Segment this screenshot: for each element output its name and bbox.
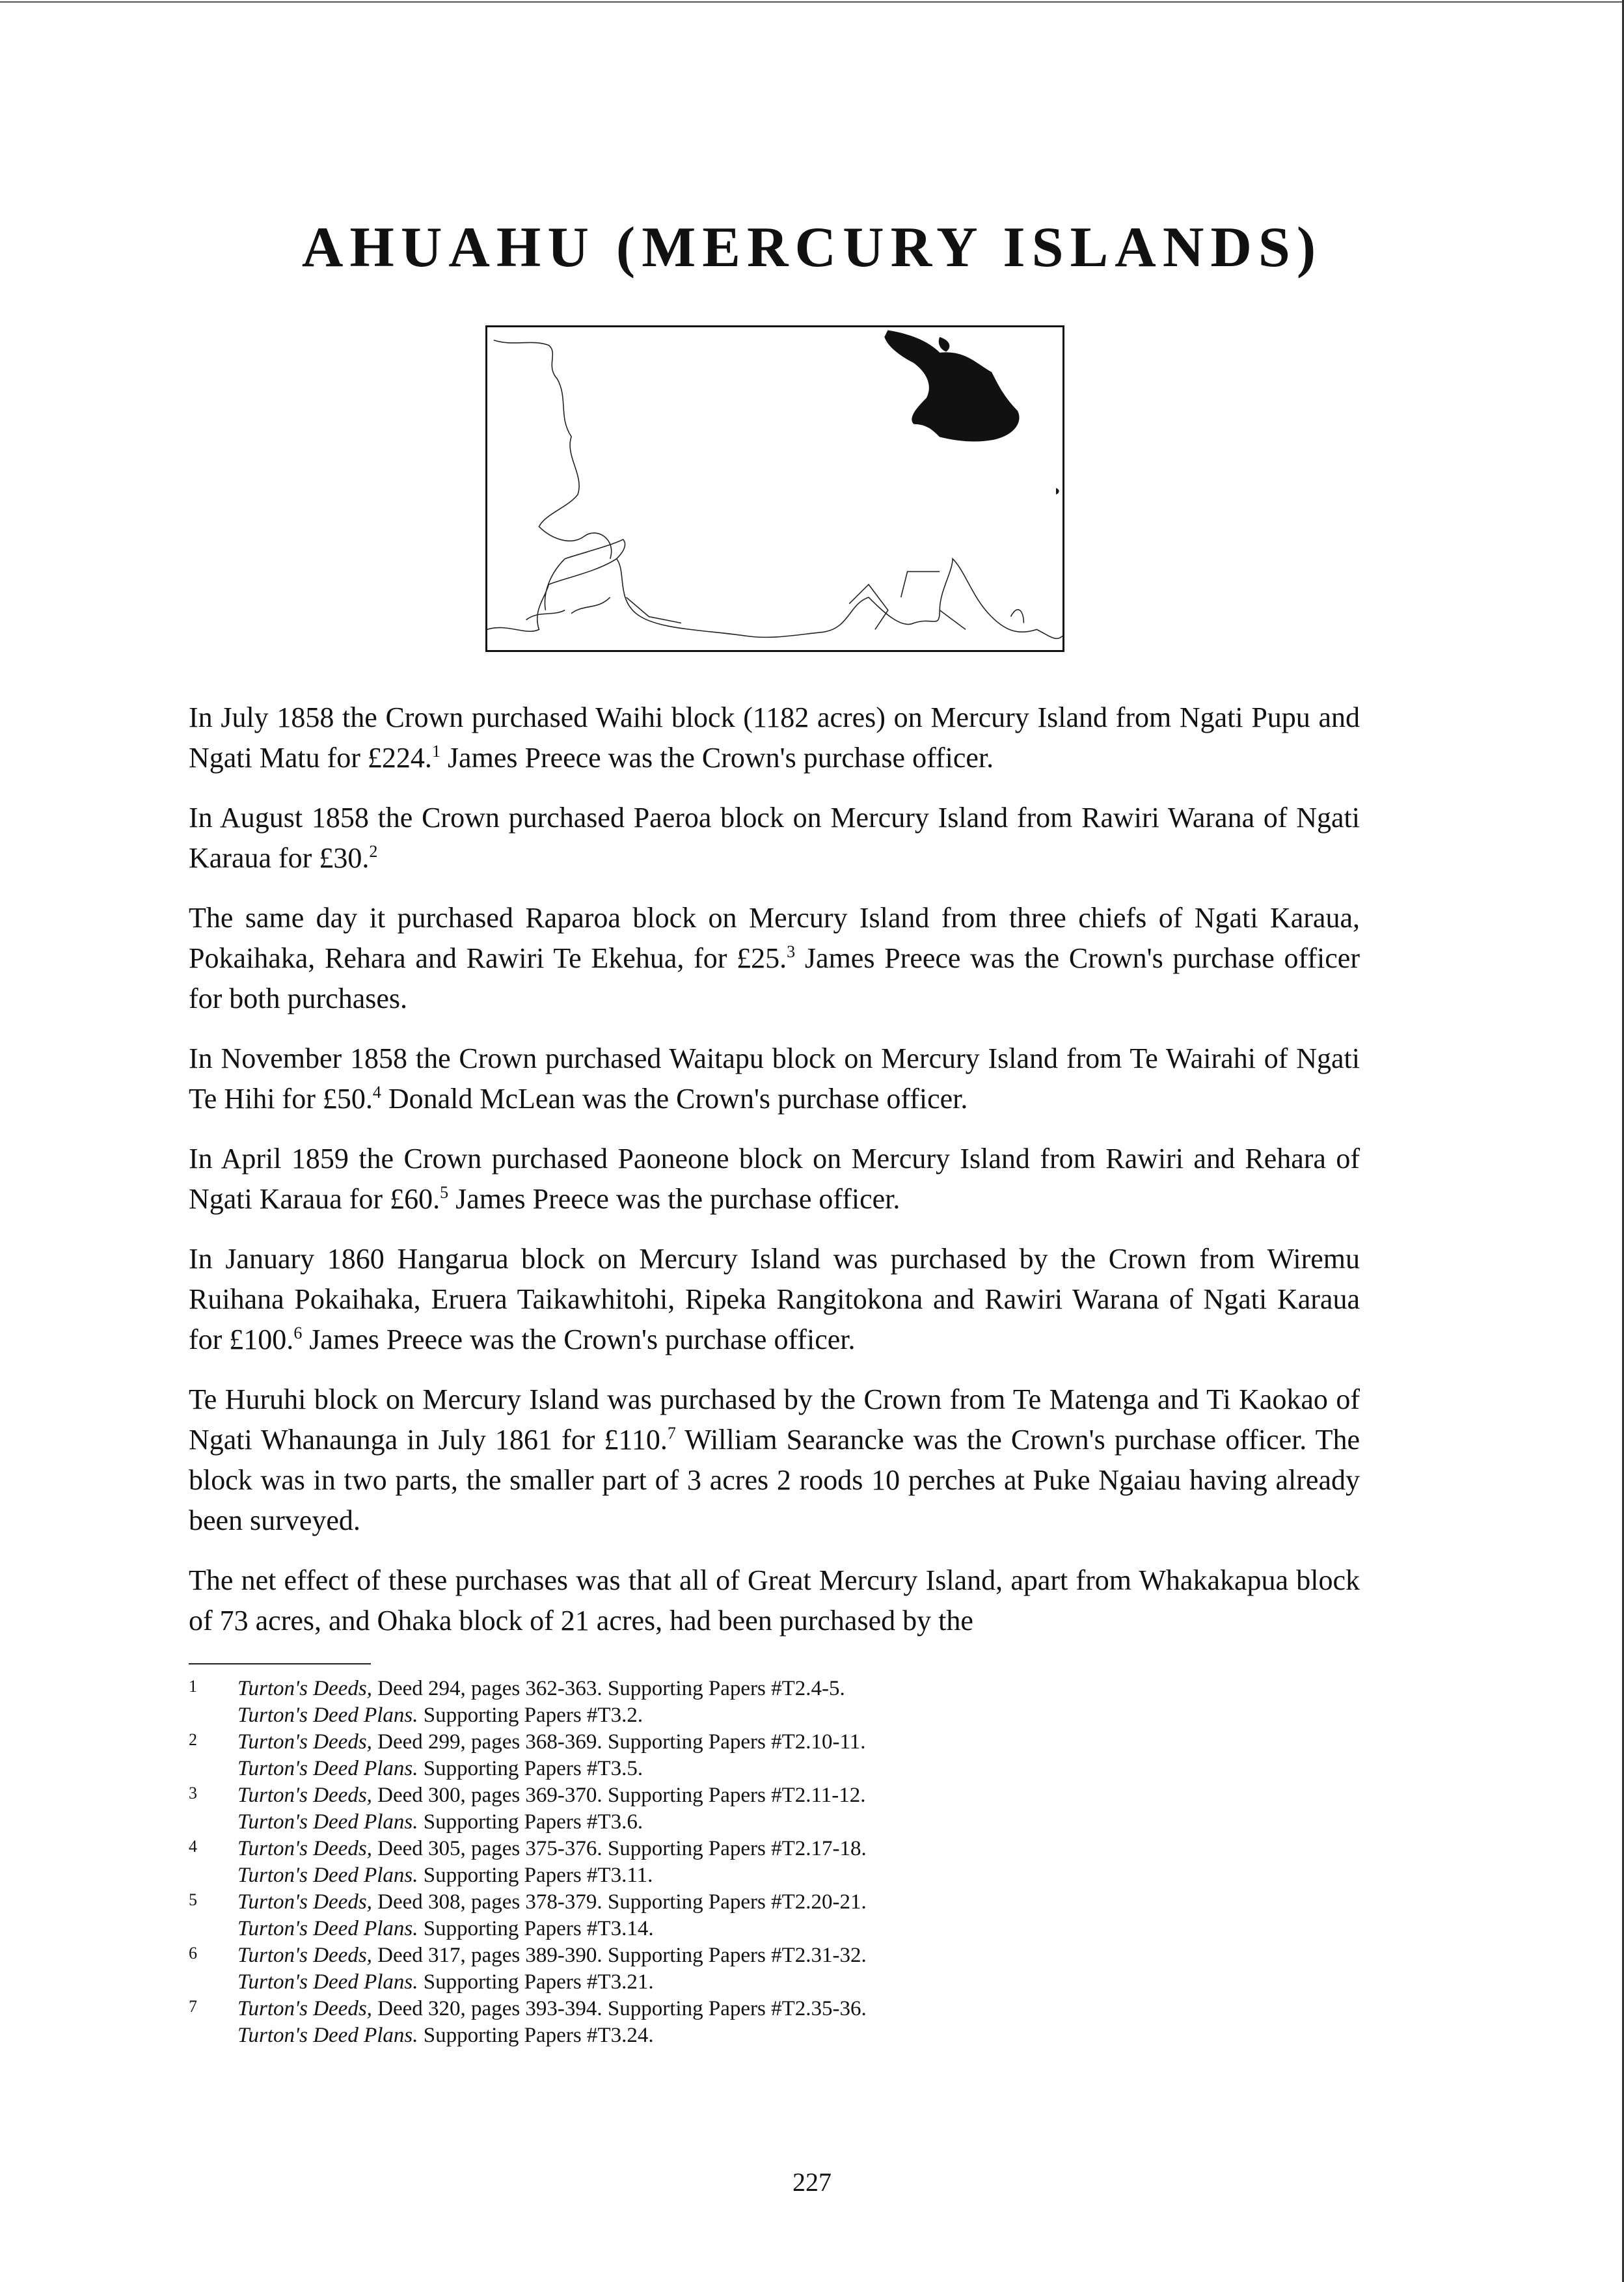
footnote-number: 1 bbox=[189, 1677, 197, 1696]
footnote: 4 Turton's Deeds, Deed 305, pages 375-376. Supporting Papers #T2.17-18. Turton's Deed Plans. Supporting Papers #T3.11. bbox=[189, 1836, 1360, 1889]
footnote-number: 3 bbox=[189, 1784, 197, 1802]
paragraph: In August 1858 the Crown purchased Paeroa block on Mercury Island from Rawiri Warana of Ngati Karaua for £30.$^2$ bbox=[189, 802, 1360, 874]
paragraph: In November 1858 the Crown purchased Waitapu block on Mercury Island from Te Wairahi of Ngati Te Hihi for £50.$^4$ Donald McLean was the Crown's purchase officer. bbox=[189, 1042, 1360, 1115]
footnote-number: 7 bbox=[189, 1997, 197, 2016]
footnote: 6 Turton's Deeds, Deed 317, pages 389-390. Supporting Papers #T2.31-32. Turton's Deed Plans. Supporting Papers #T3.21. bbox=[189, 1942, 1360, 1996]
paragraph: The same day it purchased Raparoa block on Mercury Island from three chiefs of Ngati Karaua, Pokaihaka, Rehara and Rawiri Te Ekehua, for £25.$^3$ James Preece was the Crown's purchase officer for both purchases. bbox=[189, 902, 1360, 1014]
paragraph: In January 1860 Hangarua block on Mercury Island was purchased by the Crown from Wiremu Ruihana Pokaihaka, Eruera Taikawhitohi, Ripeka Rangitokona and Rawiri Warana of Ngati Karaua for £100.$^6$ James Preece was the Crown's purchase officer. bbox=[189, 1243, 1360, 1355]
footnote-ref: 1 bbox=[431, 742, 440, 761]
paragraph: Te Huruhi block on Mercury Island was purchased by the Crown from Te Matenga and Ti Kaokao of Ngati Whanaunga in July 1861 for £110.$^7$ William Searancke was the Crown's purchase officer. The block was in two parts, the smaller part of 3 acres 2 roods 10 perches at Puke Ngaiau having already been surveyed. bbox=[189, 1383, 1360, 1536]
chapter-title: AHUAHU (MERCURY ISLANDS) bbox=[301, 216, 1323, 279]
map-icon bbox=[487, 327, 1062, 650]
footnote-ref: 7 bbox=[667, 1424, 676, 1443]
footnote-divider bbox=[189, 1663, 371, 1664]
footnote: 7 Turton's Deeds, Deed 320, pages 393-394. Supporting Papers #T2.35-36. Turton's Deed Plans. Supporting Papers #T3.24. bbox=[189, 1996, 1360, 2049]
footnote-ref: 3 bbox=[787, 942, 796, 961]
footnote-number: 6 bbox=[189, 1944, 197, 1963]
footnotes bbox=[189, 1676, 1360, 2049]
body-text bbox=[189, 698, 1360, 1661]
footnote: 3 Turton's Deeds, Deed 300, pages 369-370. Supporting Papers #T2.11-12. Turton's Deed Plans. Supporting Papers #T3.6. bbox=[189, 1782, 1360, 1836]
footnote-ref: 6 bbox=[293, 1324, 303, 1342]
footnote: 1 Turton's Deeds, Deed 294, pages 362-363. Supporting Papers #T2.4-5. Turton's Deed Plans. Supporting Papers #T3.2. bbox=[189, 1676, 1360, 1729]
footnote-number: 2 bbox=[189, 1730, 197, 1749]
paragraph: In July 1858 the Crown purchased Waihi block (1182 acres) on Mercury Island from Ngati Pupu and Ngati Matu for £224.$^1$ James Preece was the Crown's purchase officer. bbox=[189, 701, 1360, 774]
footnote-ref: 5 bbox=[440, 1183, 449, 1202]
footnote-ref: 2 bbox=[369, 842, 378, 861]
page-number: 227 bbox=[792, 2167, 832, 2197]
top-border-rule bbox=[0, 1, 1624, 3]
footnote: 2 Turton's Deeds, Deed 299, pages 368-369. Supporting Papers #T2.10-11. Turton's Deed Plans. Supporting Papers #T3.5. bbox=[189, 1729, 1360, 1782]
footnote-ref: 4 bbox=[372, 1083, 381, 1102]
paragraph: The net effect of these purchases was that all of Great Mercury Island, apart from Whakakapua block of 73 acres, and Ohaka block of 21 acres, had been purchased by the bbox=[189, 1564, 1360, 1637]
coastline-path bbox=[494, 340, 612, 559]
map-figure bbox=[485, 325, 1064, 652]
footnote-number: 5 bbox=[189, 1890, 197, 1909]
footnote: 5 Turton's Deeds, Deed 308, pages 378-379. Supporting Papers #T2.20-21. Turton's Deed Plans. Supporting Papers #T3.14. bbox=[189, 1889, 1360, 1942]
footnote-number: 4 bbox=[189, 1837, 197, 1856]
paragraph: In April 1859 the Crown purchased Paoneone block on Mercury Island from Rawiri and Rehara of Ngati Karaua for £60.$^5$ James Preece was the purchase officer. bbox=[189, 1143, 1360, 1215]
